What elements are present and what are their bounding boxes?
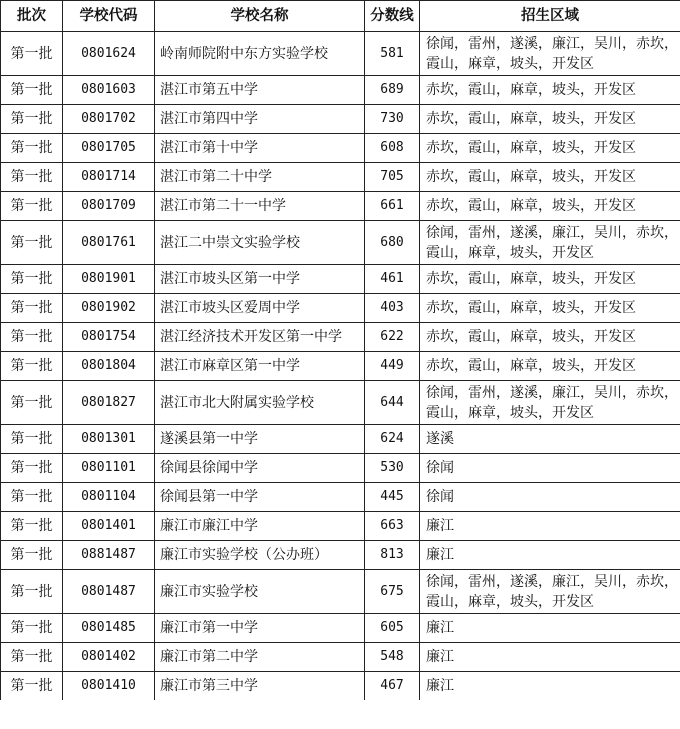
score-line-cell: 661 — [365, 192, 420, 221]
batch-cell: 第一批 — [1, 323, 63, 352]
batch-cell: 第一批 — [1, 352, 63, 381]
score-line-cell: 449 — [365, 352, 420, 381]
table-row — [1, 454, 680, 483]
school-name-cell: 湛江市第二十中学 — [155, 163, 365, 192]
school-name-cell: 廉江市实验学校 — [155, 570, 365, 614]
admission-area-cell: 廉江 — [420, 541, 680, 570]
table-row — [1, 294, 680, 323]
school-code-cell: 0801754 — [63, 323, 155, 352]
table-row — [1, 32, 680, 76]
table-row — [1, 512, 680, 541]
score-line-cell: 624 — [365, 425, 420, 454]
score-line-cell: 663 — [365, 512, 420, 541]
school-code-cell: 0801804 — [63, 352, 155, 381]
score-line-cell: 548 — [365, 643, 420, 672]
score-line-cell: 581 — [365, 32, 420, 76]
school-name-cell: 湛江市麻章区第一中学 — [155, 352, 365, 381]
admission-area-cell: 赤坎，霞山，麻章，坡头，开发区 — [420, 192, 680, 221]
score-line-cell: 461 — [365, 265, 420, 294]
batch-cell: 第一批 — [1, 672, 63, 701]
batch-cell: 第一批 — [1, 454, 63, 483]
admission-area-cell: 赤坎，霞山，麻章，坡头，开发区 — [420, 323, 680, 352]
batch-cell: 第一批 — [1, 614, 63, 643]
school-name-cell: 湛江市第十中学 — [155, 134, 365, 163]
score-line-cell: 705 — [365, 163, 420, 192]
score-line-cell: 622 — [365, 323, 420, 352]
school-name-cell: 廉江市第一中学 — [155, 614, 365, 643]
batch-cell: 第一批 — [1, 483, 63, 512]
table-row — [1, 134, 680, 163]
school-name-cell: 廉江市第三中学 — [155, 672, 365, 701]
table-row — [1, 265, 680, 294]
table-row — [1, 381, 680, 425]
school-code-cell: 0801902 — [63, 294, 155, 323]
admission-area-cell: 徐闻，雷州，遂溪，廉江，吴川，赤坎，霞山，麻章，坡头，开发区 — [420, 221, 680, 265]
batch-cell: 第一批 — [1, 512, 63, 541]
school-code-cell: 0801761 — [63, 221, 155, 265]
score-line-cell: 730 — [365, 105, 420, 134]
score-line-cell: 608 — [365, 134, 420, 163]
table-row — [1, 192, 680, 221]
batch-cell: 第一批 — [1, 76, 63, 105]
score-line-cell: 467 — [365, 672, 420, 701]
admission-area-cell: 廉江 — [420, 643, 680, 672]
school-code-cell: 0801104 — [63, 483, 155, 512]
batch-cell: 第一批 — [1, 192, 63, 221]
admission-area-cell: 徐闻，雷州，遂溪，廉江，吴川，赤坎，霞山，麻章，坡头，开发区 — [420, 570, 680, 614]
school-code-cell: 0801827 — [63, 381, 155, 425]
school-code-cell: 0801901 — [63, 265, 155, 294]
table-row — [1, 221, 680, 265]
table-row — [1, 541, 680, 570]
school-code-cell: 0801410 — [63, 672, 155, 701]
school-name-cell: 徐闻县第一中学 — [155, 483, 365, 512]
score-line-cell: 530 — [365, 454, 420, 483]
batch-cell: 第一批 — [1, 105, 63, 134]
admission-area-cell: 廉江 — [420, 672, 680, 701]
school-name-cell: 徐闻县徐闻中学 — [155, 454, 365, 483]
score-line-cell: 644 — [365, 381, 420, 425]
batch-cell: 第一批 — [1, 570, 63, 614]
admission-area-cell: 徐闻，雷州，遂溪，廉江，吴川，赤坎，霞山，麻章，坡头，开发区 — [420, 381, 680, 425]
school-code-cell: 0801402 — [63, 643, 155, 672]
school-code-cell: 0801101 — [63, 454, 155, 483]
school-code-cell: 0801301 — [63, 425, 155, 454]
school-code-cell: 0801624 — [63, 32, 155, 76]
batch-cell: 第一批 — [1, 643, 63, 672]
score-line-cell: 403 — [365, 294, 420, 323]
school-name-cell: 湛江经济技术开发区第一中学 — [155, 323, 365, 352]
table-row — [1, 570, 680, 614]
admission-area-cell: 赤坎，霞山，麻章，坡头，开发区 — [420, 105, 680, 134]
table-row — [1, 483, 680, 512]
batch-cell: 第一批 — [1, 265, 63, 294]
table-row — [1, 672, 680, 701]
school-code-cell: 0801603 — [63, 76, 155, 105]
school-name-cell: 岭南师院附中东方实验学校 — [155, 32, 365, 76]
admission-area-cell: 赤坎，霞山，麻章，坡头，开发区 — [420, 294, 680, 323]
school-name-cell: 廉江市第二中学 — [155, 643, 365, 672]
batch-cell: 第一批 — [1, 294, 63, 323]
score-line-cell: 445 — [365, 483, 420, 512]
table-row — [1, 323, 680, 352]
school-name-cell: 湛江市第五中学 — [155, 76, 365, 105]
admission-area-cell: 赤坎，霞山，麻章，坡头，开发区 — [420, 76, 680, 105]
table-row — [1, 76, 680, 105]
admission-area-cell: 赤坎，霞山，麻章，坡头，开发区 — [420, 163, 680, 192]
school-name-cell: 湛江市第二十一中学 — [155, 192, 365, 221]
school-name-cell: 廉江市廉江中学 — [155, 512, 365, 541]
score-line-cell: 689 — [365, 76, 420, 105]
admission-area-cell: 徐闻，雷州，遂溪，廉江，吴川，赤坎，霞山，麻章，坡头，开发区 — [420, 32, 680, 76]
batch-cell: 第一批 — [1, 425, 63, 454]
score-line-cell: 675 — [365, 570, 420, 614]
school-name-cell: 湛江市坡头区爱周中学 — [155, 294, 365, 323]
table-row — [1, 352, 680, 381]
score-line-cell: 680 — [365, 221, 420, 265]
header-school-code: 学校代码 — [63, 1, 155, 32]
school-code-cell: 0881487 — [63, 541, 155, 570]
header-score-line: 分数线 — [365, 1, 420, 32]
table-row — [1, 643, 680, 672]
admission-area-cell: 廉江 — [420, 614, 680, 643]
school-name-cell: 湛江市第四中学 — [155, 105, 365, 134]
table-row — [1, 105, 680, 134]
batch-cell: 第一批 — [1, 381, 63, 425]
score-line-cell: 813 — [365, 541, 420, 570]
school-code-cell: 0801401 — [63, 512, 155, 541]
header-row — [1, 1, 680, 32]
batch-cell: 第一批 — [1, 163, 63, 192]
school-code-cell: 0801702 — [63, 105, 155, 134]
batch-cell: 第一批 — [1, 32, 63, 76]
admission-area-cell: 赤坎，霞山，麻章，坡头，开发区 — [420, 352, 680, 381]
score-line-cell: 605 — [365, 614, 420, 643]
table-body — [1, 32, 680, 701]
admission-area-cell: 徐闻 — [420, 454, 680, 483]
school-code-cell: 0801714 — [63, 163, 155, 192]
batch-cell: 第一批 — [1, 221, 63, 265]
school-name-cell: 湛江二中崇文实验学校 — [155, 221, 365, 265]
table-row — [1, 425, 680, 454]
school-code-cell: 0801487 — [63, 570, 155, 614]
header-school-name: 学校名称 — [155, 1, 365, 32]
header-batch: 批次 — [1, 1, 63, 32]
table-row — [1, 614, 680, 643]
school-code-cell: 0801485 — [63, 614, 155, 643]
school-name-cell: 遂溪县第一中学 — [155, 425, 365, 454]
school-name-cell: 廉江市实验学校（公办班） — [155, 541, 365, 570]
table-header — [1, 1, 680, 32]
school-name-cell: 湛江市坡头区第一中学 — [155, 265, 365, 294]
table-row — [1, 163, 680, 192]
school-name-cell: 湛江市北大附属实验学校 — [155, 381, 365, 425]
admission-area-cell: 徐闻 — [420, 483, 680, 512]
school-code-cell: 0801709 — [63, 192, 155, 221]
school-code-cell: 0801705 — [63, 134, 155, 163]
admission-area-cell: 赤坎，霞山，麻章，坡头，开发区 — [420, 134, 680, 163]
admission-area-cell: 赤坎，霞山，麻章，坡头，开发区 — [420, 265, 680, 294]
admission-area-cell: 遂溪 — [420, 425, 680, 454]
header-admission-area: 招生区域 — [420, 1, 680, 32]
batch-cell: 第一批 — [1, 541, 63, 570]
admission-area-cell: 廉江 — [420, 512, 680, 541]
batch-cell: 第一批 — [1, 134, 63, 163]
